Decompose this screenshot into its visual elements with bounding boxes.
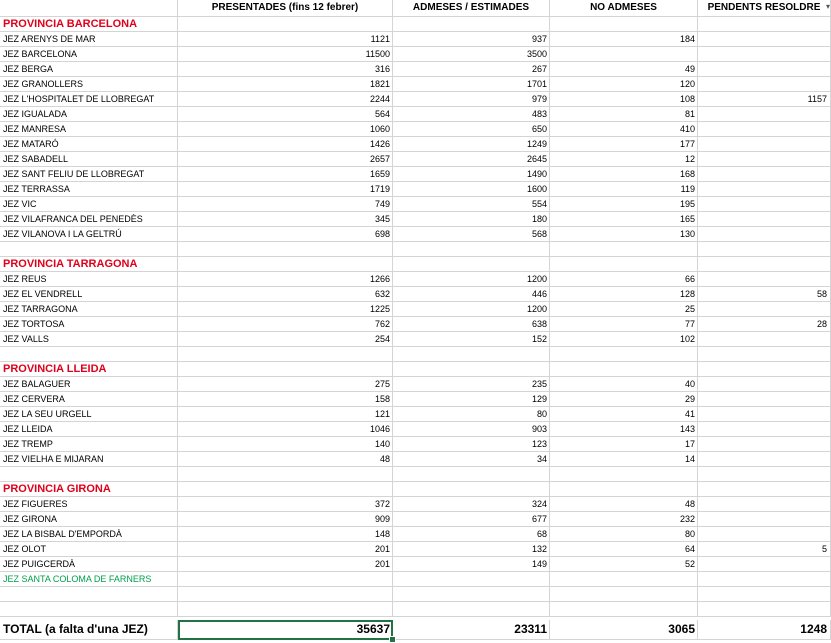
table-row [0,182,831,197]
empty-cell[interactable] [393,467,550,482]
cell-admeses[interactable]: 324 [393,497,550,512]
empty-cell[interactable] [0,602,178,617]
table-row [0,107,831,122]
empty-cell[interactable] [698,482,831,497]
header-cell-name[interactable] [0,0,178,17]
cell-no-admeses[interactable]: 168 [550,167,698,182]
cell-pendents[interactable] [698,227,831,242]
cell-admeses[interactable]: 180 [393,212,550,227]
empty-cell[interactable] [550,347,698,362]
empty-cell[interactable] [393,242,550,257]
table-row [0,332,831,347]
cell-pendents[interactable] [698,167,831,182]
cell-pendents[interactable] [698,152,831,167]
empty-cell[interactable] [393,257,550,272]
cell-no-admeses[interactable]: 195 [550,197,698,212]
empty-cell[interactable] [393,347,550,362]
cell-name[interactable]: JEZ PUIGCERDÀ [0,557,178,572]
table-row [0,317,831,332]
cell-no-admeses[interactable]: 102 [550,332,698,347]
cell-no-admeses[interactable]: 130 [550,227,698,242]
empty-cell[interactable] [393,17,550,32]
cell-presentades[interactable]: 2244 [178,92,393,107]
total-no-admeses-cell[interactable]: 3065 [550,620,698,640]
table-row [0,407,831,422]
table-row [0,62,831,77]
cell-admeses[interactable]: 554 [393,197,550,212]
cell-name[interactable]: JEZ ARENYS DE MAR [0,32,178,47]
table-row [0,287,831,302]
cell-presentades[interactable]: 372 [178,497,393,512]
empty-cell[interactable] [178,467,393,482]
cell-name[interactable]: JEZ TREMP [0,437,178,452]
cell-pendents[interactable] [698,122,831,137]
cell-no-admeses[interactable]: 184 [550,32,698,47]
cell-pendents[interactable] [698,137,831,152]
table-row [0,572,831,587]
table-row [0,377,831,392]
cell-name[interactable]: JEZ SABADELL [0,152,178,167]
cell-admeses[interactable]: 68 [393,527,550,542]
cell-no-admeses[interactable]: 25 [550,302,698,317]
cell-admeses[interactable]: 1200 [393,272,550,287]
cell-pendents[interactable] [698,527,831,542]
table-row [0,422,831,437]
cell-no-admeses[interactable]: 108 [550,92,698,107]
cell-admeses[interactable]: 979 [393,92,550,107]
cell-admeses[interactable]: 149 [393,557,550,572]
cell-admeses[interactable]: 132 [393,542,550,557]
empty-cell[interactable] [550,242,698,257]
empty-cell[interactable] [178,17,393,32]
cell-no-admeses[interactable] [550,572,698,587]
cell-name[interactable]: JEZ VALLS [0,332,178,347]
cell-admeses[interactable]: 483 [393,107,550,122]
cell-admeses[interactable] [393,572,550,587]
table-row [0,152,831,167]
cell-no-admeses[interactable]: 410 [550,122,698,137]
cell-admeses[interactable]: 1490 [393,167,550,182]
cell-no-admeses[interactable]: 80 [550,527,698,542]
cell-no-admeses[interactable]: 66 [550,272,698,287]
cell-presentades[interactable]: 121 [178,407,393,422]
cell-pendents[interactable] [698,77,831,92]
cell-pendents[interactable] [698,437,831,452]
cell-presentades[interactable]: 1225 [178,302,393,317]
cell-presentades[interactable]: 201 [178,557,393,572]
total-row [0,620,831,640]
cell-admeses[interactable]: 903 [393,422,550,437]
total-presentades-cell[interactable]: 35637 [178,620,393,640]
cell-no-admeses[interactable]: 232 [550,512,698,527]
cell-pendents[interactable] [698,392,831,407]
cell-name[interactable]: JEZ REUS [0,272,178,287]
cell-name[interactable]: JEZ CERVERA [0,392,178,407]
total-admeses-cell[interactable]: 23311 [393,620,550,640]
cell-admeses[interactable]: 1200 [393,302,550,317]
empty-cell[interactable] [178,347,393,362]
cell-no-admeses[interactable]: 52 [550,557,698,572]
cell-name[interactable]: JEZ VILANOVA I LA GELTRÚ [0,227,178,242]
cell-name[interactable]: JEZ BALAGUER [0,377,178,392]
cell-pendents[interactable] [698,302,831,317]
cell-pendents[interactable] [698,212,831,227]
table-row [0,452,831,467]
table-row [0,557,831,572]
cell-pendents[interactable]: 28 [698,317,831,332]
table-row [0,212,831,227]
blank-row [0,242,831,257]
cell-no-admeses[interactable]: 81 [550,107,698,122]
cell-name[interactable]: JEZ IGUALADA [0,107,178,122]
cell-name[interactable]: JEZ BARCELONA [0,47,178,62]
empty-cell[interactable] [698,602,831,617]
header-cell-pendents[interactable]: PENDENTS RESOLDRE [698,0,831,17]
cell-presentades[interactable]: 698 [178,227,393,242]
empty-cell[interactable] [550,602,698,617]
table-row [0,302,831,317]
table-row [0,137,831,152]
cell-pendents[interactable] [698,272,831,287]
table-row [0,437,831,452]
blank-row [0,347,831,362]
cell-presentades[interactable]: 564 [178,107,393,122]
cell-name[interactable]: JEZ SANT FELIU DE LLOBREGAT [0,167,178,182]
total-pendents-cell[interactable]: 1248 [698,620,831,640]
cell-no-admeses[interactable]: 29 [550,392,698,407]
cell-no-admeses[interactable]: 41 [550,407,698,422]
empty-cell[interactable] [698,467,831,482]
empty-cell[interactable] [178,482,393,497]
cell-no-admeses[interactable]: 165 [550,212,698,227]
province-header-row [0,482,831,497]
table-row [0,527,831,542]
cell-no-admeses[interactable]: 177 [550,137,698,152]
cell-presentades[interactable]: 1266 [178,272,393,287]
cell-admeses[interactable]: 129 [393,392,550,407]
cell-presentades[interactable]: 48 [178,452,393,467]
province-header-row [0,257,831,272]
empty-cell[interactable] [0,587,178,602]
cell-no-admeses[interactable]: 49 [550,62,698,77]
empty-cell[interactable] [698,257,831,272]
scroll-down-icon[interactable]: ▾ [825,2,830,11]
cell-name[interactable]: JEZ LA BISBAL D'EMPORDÀ [0,527,178,542]
blank-row [0,602,831,617]
cell-presentades[interactable]: 158 [178,392,393,407]
cell-admeses[interactable]: 123 [393,437,550,452]
cell-pendents[interactable] [698,407,831,422]
cell-name[interactable]: JEZ VIELHA E MIJARAN [0,452,178,467]
province-name[interactable]: PROVINCIA BARCELONA [0,17,178,32]
cell-admeses[interactable]: 2645 [393,152,550,167]
empty-cell[interactable] [0,347,178,362]
cell-presentades[interactable]: 1821 [178,77,393,92]
table-row [0,197,831,212]
cell-name[interactable]: JEZ TERRASSA [0,182,178,197]
cell-pendents[interactable] [698,107,831,122]
cell-name[interactable]: JEZ GIRONA [0,512,178,527]
empty-cell[interactable] [0,467,178,482]
cell-presentades[interactable]: 254 [178,332,393,347]
cell-pendents[interactable]: 58 [698,287,831,302]
header-cell-presentades[interactable]: PRESENTADES (fins 12 febrer) [178,0,393,17]
cell-admeses[interactable]: 235 [393,377,550,392]
cell-name[interactable]: JEZ TARRAGONA [0,302,178,317]
cell-presentades[interactable]: 1046 [178,422,393,437]
empty-cell[interactable] [698,587,831,602]
cell-admeses[interactable]: 1701 [393,77,550,92]
cell-presentades[interactable]: 1060 [178,122,393,137]
header-cell-no-admeses[interactable]: NO ADMESES [550,0,698,17]
cell-no-admeses[interactable] [550,47,698,62]
cell-admeses[interactable]: 1600 [393,182,550,197]
cell-admeses[interactable]: 80 [393,407,550,422]
empty-cell[interactable] [393,482,550,497]
table-row [0,497,831,512]
table-row [0,92,831,107]
cell-presentades[interactable]: 201 [178,542,393,557]
cell-pendents[interactable] [698,32,831,47]
cell-no-admeses[interactable]: 64 [550,542,698,557]
empty-cell[interactable] [698,17,831,32]
cell-name[interactable]: JEZ LLEIDA [0,422,178,437]
cell-admeses[interactable]: 638 [393,317,550,332]
cell-no-admeses[interactable]: 12 [550,152,698,167]
cell-admeses[interactable]: 152 [393,332,550,347]
table-row [0,77,831,92]
cell-admeses[interactable]: 34 [393,452,550,467]
cell-presentades[interactable]: 762 [178,317,393,332]
table-row [0,32,831,47]
cell-no-admeses[interactable]: 77 [550,317,698,332]
empty-cell[interactable] [178,257,393,272]
table-row [0,392,831,407]
cell-pendents[interactable] [698,332,831,347]
cell-no-admeses[interactable]: 40 [550,377,698,392]
cell-name[interactable]: JEZ FIGUERES [0,497,178,512]
cell-presentades[interactable]: 1659 [178,167,393,182]
empty-cell[interactable] [550,17,698,32]
cell-presentades[interactable]: 140 [178,437,393,452]
cell-pendents[interactable] [698,512,831,527]
cell-presentades[interactable]: 2657 [178,152,393,167]
cell-presentades[interactable]: 275 [178,377,393,392]
table-row [0,47,831,62]
cell-pendents[interactable]: 5 [698,542,831,557]
cell-presentades[interactable]: 1719 [178,182,393,197]
empty-cell[interactable] [698,347,831,362]
cell-no-admeses[interactable]: 14 [550,452,698,467]
province-name[interactable]: PROVINCIA TARRAGONA [0,257,178,272]
province-header-row [0,17,831,32]
cell-presentades[interactable]: 1121 [178,32,393,47]
cell-name[interactable]: JEZ GRANOLLERS [0,77,178,92]
table-row [0,167,831,182]
header-cell-admeses[interactable]: ADMESES / ESTIMADES [393,0,550,17]
cell-name[interactable]: JEZ TORTOSA [0,317,178,332]
cell-name[interactable]: JEZ L'HOSPITALET DE LLOBREGAT [0,92,178,107]
table-row [0,272,831,287]
cell-presentades[interactable] [178,572,393,587]
empty-cell[interactable] [393,602,550,617]
cell-no-admeses[interactable]: 120 [550,77,698,92]
cell-no-admeses[interactable]: 119 [550,182,698,197]
cell-no-admeses[interactable]: 48 [550,497,698,512]
cell-name[interactable]: JEZ VIC [0,197,178,212]
cell-admeses[interactable]: 267 [393,62,550,77]
cell-pendents[interactable] [698,497,831,512]
cell-admeses[interactable]: 1249 [393,137,550,152]
cell-name[interactable]: JEZ MANRESA [0,122,178,137]
empty-cell[interactable] [698,362,831,377]
empty-cell[interactable] [178,362,393,377]
blank-row [0,467,831,482]
cell-pendents[interactable] [698,182,831,197]
cell-name[interactable]: JEZ BERGA [0,62,178,77]
cell-name[interactable]: JEZ SANTA COLOMA DE FARNERS [0,572,178,587]
total-label[interactable]: TOTAL (a falta d'una JEZ) [0,620,178,640]
cell-pendents[interactable] [698,572,831,587]
cell-admeses[interactable]: 677 [393,512,550,527]
empty-cell[interactable] [178,602,393,617]
table-row [0,542,831,557]
cell-admeses[interactable]: 937 [393,32,550,47]
empty-cell[interactable] [393,362,550,377]
empty-cell[interactable] [550,257,698,272]
cell-pendents[interactable] [698,452,831,467]
cell-pendents[interactable] [698,557,831,572]
empty-cell[interactable] [178,587,393,602]
cell-pendents[interactable] [698,47,831,62]
cell-admeses[interactable]: 3500 [393,47,550,62]
cell-presentades[interactable]: 749 [178,197,393,212]
empty-cell[interactable] [550,587,698,602]
cell-name[interactable]: JEZ LA SEU URGELL [0,407,178,422]
cell-no-admeses[interactable]: 17 [550,437,698,452]
cell-pendents[interactable] [698,197,831,212]
cell-name[interactable]: JEZ VILAFRANCA DEL PENEDÈS [0,212,178,227]
empty-cell[interactable] [178,242,393,257]
cell-presentades[interactable]: 345 [178,212,393,227]
cell-presentades[interactable]: 909 [178,512,393,527]
empty-cell[interactable] [393,587,550,602]
empty-cell[interactable] [550,362,698,377]
empty-cell[interactable] [0,242,178,257]
cell-pendents[interactable] [698,422,831,437]
cell-presentades[interactable]: 11500 [178,47,393,62]
cell-pendents[interactable] [698,62,831,77]
cell-name[interactable]: JEZ EL VENDRELL [0,287,178,302]
blank-row [0,587,831,602]
cell-name[interactable]: JEZ MATARÓ [0,137,178,152]
province-name[interactable]: PROVINCIA LLEIDA [0,362,178,377]
cell-no-admeses[interactable]: 128 [550,287,698,302]
cell-pendents[interactable]: 1157 [698,92,831,107]
cell-presentades[interactable]: 316 [178,62,393,77]
table-row [0,512,831,527]
cell-admeses[interactable]: 650 [393,122,550,137]
cell-admeses[interactable]: 446 [393,287,550,302]
cell-presentades[interactable]: 148 [178,527,393,542]
cell-name[interactable]: JEZ OLOT [0,542,178,557]
table-row [0,122,831,137]
empty-cell[interactable] [550,467,698,482]
header-row [0,0,831,17]
cell-no-admeses[interactable]: 143 [550,422,698,437]
table-row [0,227,831,242]
empty-cell[interactable] [698,242,831,257]
cell-presentades[interactable]: 632 [178,287,393,302]
cell-admeses[interactable]: 568 [393,227,550,242]
province-name[interactable]: PROVINCIA GIRONA [0,482,178,497]
empty-cell[interactable] [550,482,698,497]
province-header-row [0,362,831,377]
cell-presentades[interactable]: 1426 [178,137,393,152]
cell-pendents[interactable] [698,377,831,392]
